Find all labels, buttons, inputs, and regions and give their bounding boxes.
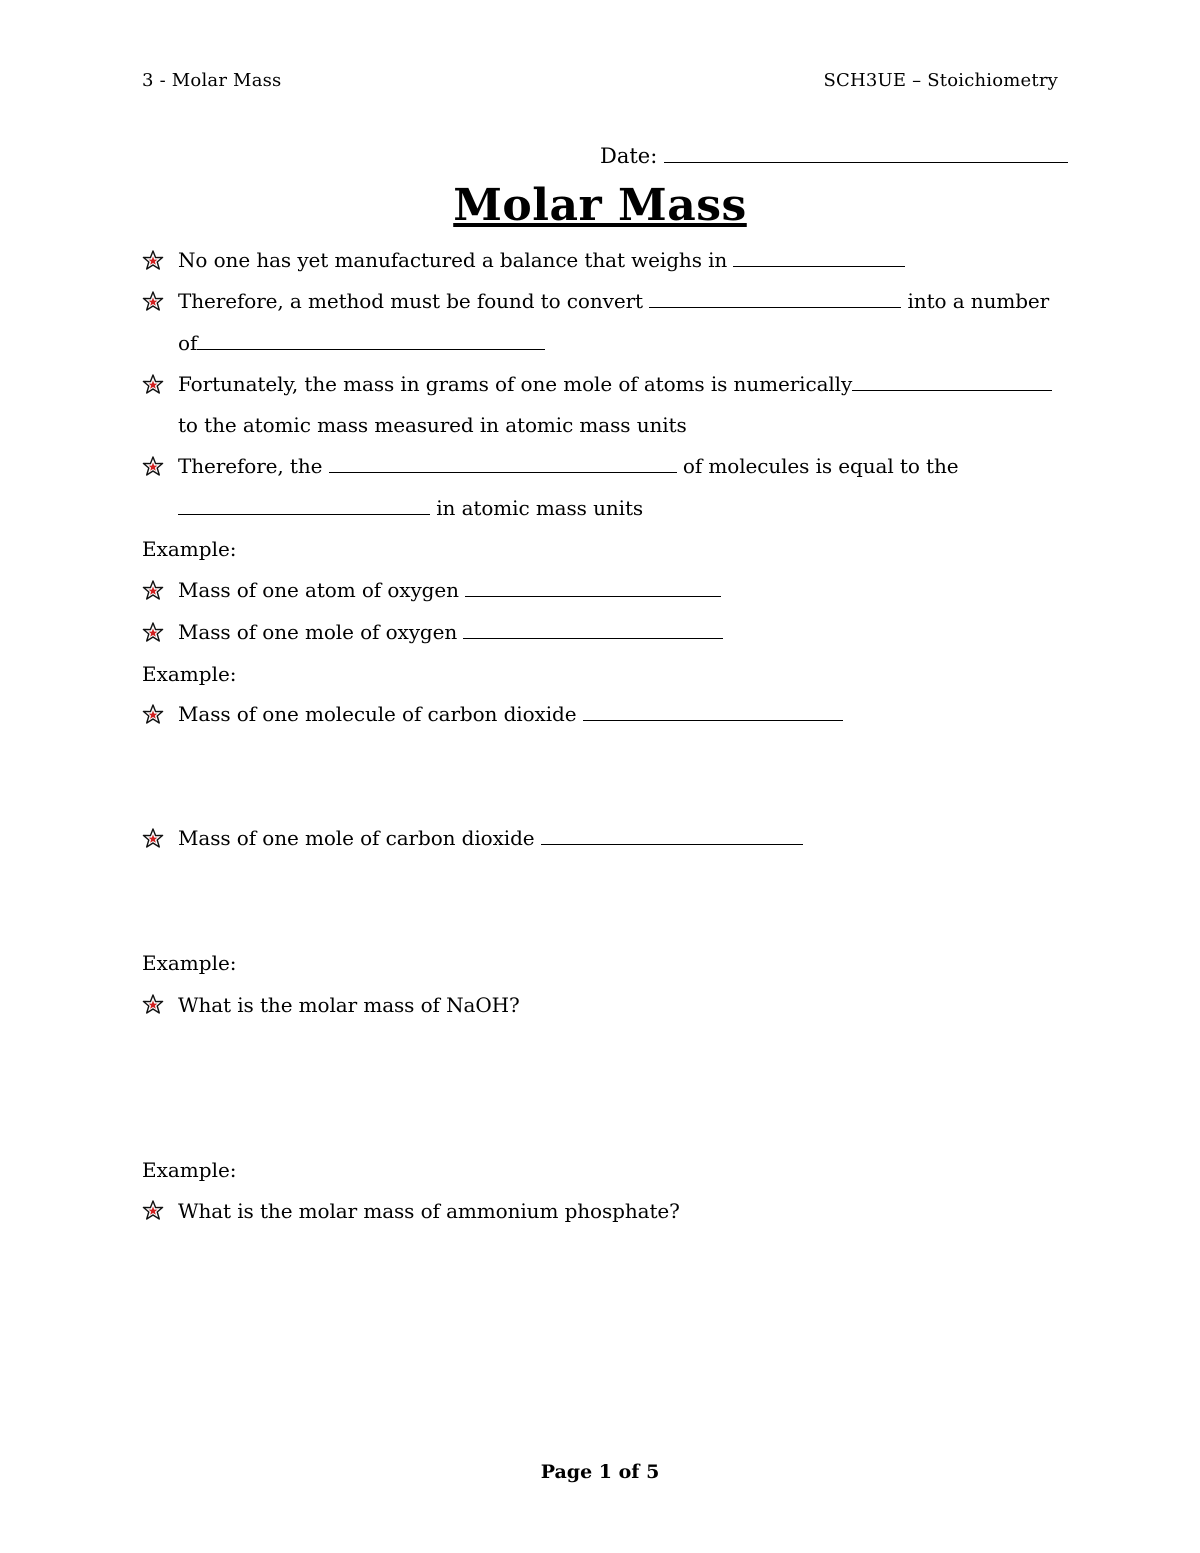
answer-blank[interactable]: [463, 620, 723, 639]
date-blank[interactable]: [664, 144, 1068, 163]
star-bullet-icon: [141, 993, 165, 1017]
star-bullet-icon: [141, 290, 165, 314]
list-item: No one has yet manufactured a balance that weighs in: [178, 248, 905, 272]
list-item-continuation: of: [178, 331, 545, 355]
header-left: 3 - Molar Mass: [142, 70, 282, 91]
date-row: [600, 144, 1068, 168]
example-heading: Example:: [142, 951, 237, 975]
list-item: Mass of one atom of oxygen: [178, 578, 721, 602]
star-bullet-icon: [141, 579, 165, 603]
page-number: Page 1 of 5: [540, 1461, 660, 1483]
answer-blank[interactable]: [649, 289, 901, 308]
date-label: Date:: [600, 144, 658, 168]
list-item: Mass of one mole of oxygen: [178, 620, 723, 644]
header-right: SCH3UE – Stoichiometry: [823, 70, 1058, 91]
list-item: Fortunately, the mass in grams of one mole of atoms is numerically: [178, 372, 1052, 396]
list-item: Therefore, a method must be found to convert into a number: [178, 289, 1050, 313]
answer-blank[interactable]: [541, 826, 803, 845]
answer-blank[interactable]: [197, 331, 545, 350]
list-item-continuation: in atomic mass units: [178, 496, 643, 520]
answer-blank[interactable]: [852, 372, 1052, 391]
star-bullet-icon: [141, 703, 165, 727]
answer-blank[interactable]: [329, 454, 677, 473]
page-title: Molar Mass: [453, 180, 747, 231]
example-heading: Example:: [142, 1158, 237, 1182]
star-bullet-icon: [141, 1199, 165, 1223]
answer-blank[interactable]: [465, 578, 721, 597]
star-bullet-icon: [141, 621, 165, 645]
answer-blank[interactable]: [583, 702, 843, 721]
list-item: Mass of one mole of carbon dioxide: [178, 826, 803, 850]
example-heading: Example:: [142, 662, 237, 686]
list-item: Mass of one molecule of carbon dioxide: [178, 702, 843, 726]
list-item: What is the molar mass of NaOH?: [178, 993, 520, 1017]
answer-blank[interactable]: [178, 496, 430, 515]
list-item: Therefore, the of molecules is equal to the: [178, 454, 959, 478]
answer-blank[interactable]: [733, 248, 905, 267]
list-item-continuation: to the atomic mass measured in atomic mass units: [178, 413, 687, 437]
star-bullet-icon: [141, 827, 165, 851]
list-item: What is the molar mass of ammonium phosphate?: [178, 1199, 680, 1223]
star-bullet-icon: [141, 455, 165, 479]
example-heading: Example:: [142, 537, 237, 561]
star-bullet-icon: [141, 373, 165, 397]
star-bullet-icon: [141, 249, 165, 273]
